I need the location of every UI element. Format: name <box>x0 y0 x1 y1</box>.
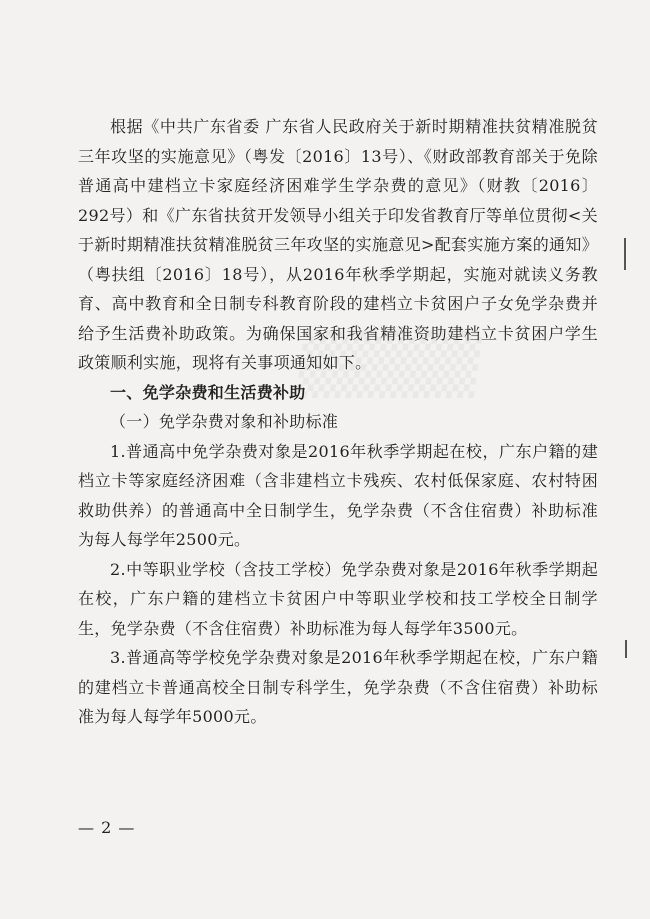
bleed-through-mark: ▒▒▒▒ <box>295 330 484 398</box>
intro-paragraph: 根据《中共广东省委 广东省人民政府关于新时期精准扶贫精准脱贫三年攻坚的实施意见》（粤发〔2016〕13号）、《财政部教育部关于免除普通高中建档立卡家庭经济困难学生学杂费的意见》（财教〔2016〕292号）和《广东省扶贫开发领导小组关于印发省教育厅等单位贯彻<关于新时期精准扶贫精准脱贫三年攻坚的实施意见>配套实施方案的通知》（粤扶组〔2016〕18号），从2016年秋季学期起，实施对就读义务教育、高中教育和全日制专科教育阶段的建档立卡贫困户子女免学杂费并给予生活费补助政策。为确保国家和我省精准资助建档立卡贫困户学生政策顺利实施，现将有关事项通知如下。 <box>78 117 598 372</box>
list-item: 1.普通高中免学杂费对象是2016年秋季学期起在校，广东户籍的建档立卡等家庭经济困难（含非建档立卡残疾、农村低保家庭、农村特困救助供养）的普通高中全日制学生，免学杂费（不含住宿费）补助标准为每人每学年2500元。 <box>78 441 598 549</box>
section-heading: 一、免学杂费和生活费补助 <box>110 382 306 402</box>
document-body <box>78 112 598 732</box>
page-number: — 2 — <box>78 818 136 837</box>
scan-edge-mark <box>625 640 627 658</box>
scan-edge-mark <box>624 238 626 270</box>
list-item: 2.中等职业学校（含技工学校）免学杂费对象是2016年秋季学期起在校，广东户籍的建档立卡贫困户中等职业学校和技工学校全日制学生，免学杂费（不含住宿费）补助标准为每人每学年3500元。 <box>78 559 598 638</box>
list-item: 3.普通高等学校免学杂费对象是2016年秋季学期起在校，广东户籍的建档立卡普通高校全日制专科学生，免学杂费（不含住宿费）补助标准为每人每学年5000元。 <box>78 648 598 726</box>
subsection-heading: （一）免学杂费对象和补助标准 <box>110 412 339 431</box>
